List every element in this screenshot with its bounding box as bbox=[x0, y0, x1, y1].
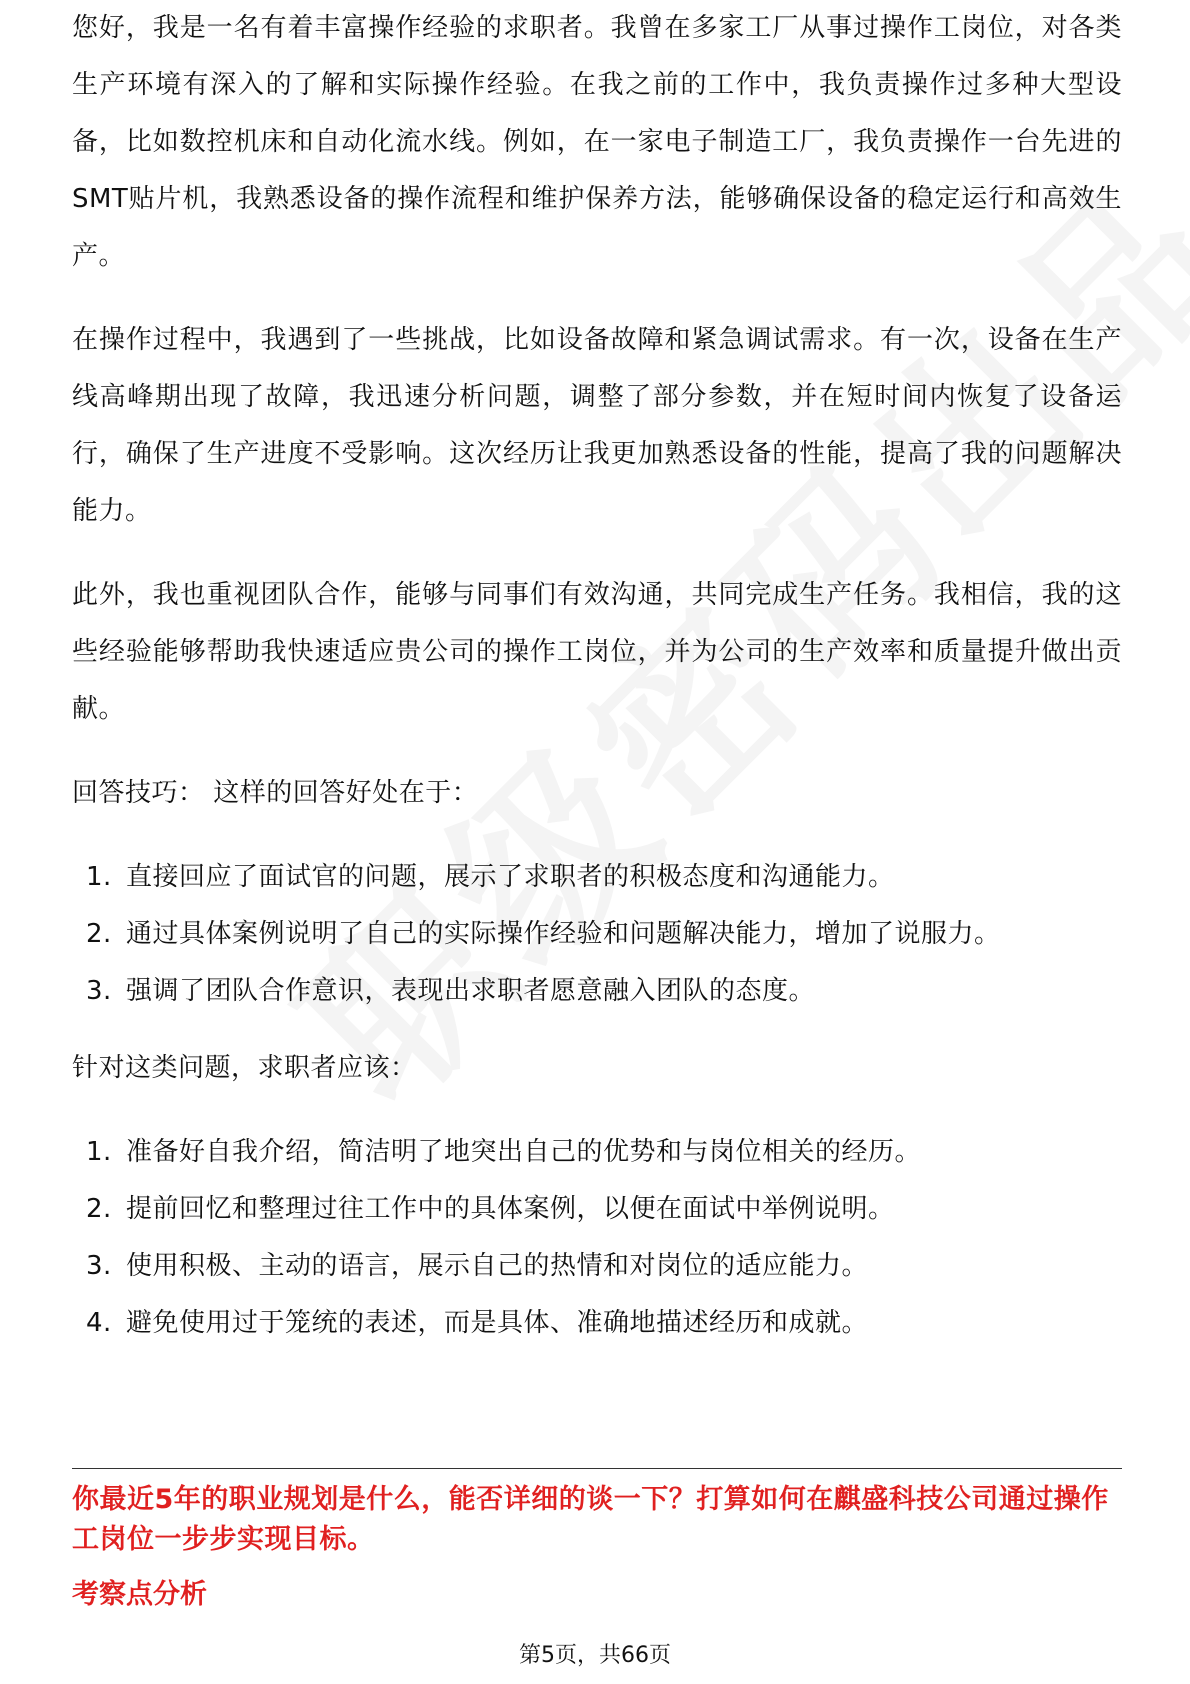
advice-list bbox=[72, 1124, 1122, 1352]
list-number: 2. bbox=[86, 1194, 112, 1224]
list-item bbox=[72, 849, 1122, 906]
list-item bbox=[72, 1238, 1122, 1295]
analysis-heading: 考察点分析 bbox=[72, 1579, 207, 1610]
page-body bbox=[72, 13, 1122, 1372]
list-text: 准备好自我介绍，简洁明了地突出自己的优势和与岗位相关的经历。 bbox=[126, 1137, 922, 1167]
list-item bbox=[72, 1181, 1122, 1238]
section-divider bbox=[72, 1468, 1122, 1469]
list-number: 3. bbox=[86, 976, 112, 1006]
list-item bbox=[72, 1124, 1122, 1181]
list-text: 直接回应了面试官的问题，展示了求职者的积极态度和沟通能力。 bbox=[126, 862, 895, 892]
list-text: 使用积极、主动的语言，展示自己的热情和对岗位的适应能力。 bbox=[126, 1251, 869, 1281]
list-text: 强调了团队合作意识，表现出求职者愿意融入团队的态度。 bbox=[126, 976, 816, 1006]
advice-intro: 针对这类问题，求职者应该： bbox=[72, 1053, 417, 1083]
list-item bbox=[72, 906, 1122, 963]
next-question-heading: 你最近5年的职业规划是什么，能否详细的谈一下？打算如何在麒盛科技公司通过操作工岗位一步步实现目标。 bbox=[72, 1484, 1109, 1555]
list-item bbox=[72, 1295, 1122, 1352]
answer-paragraph-2: 在操作过程中，我遇到了一些挑战，比如设备故障和紧急调试需求。有一次，设备在生产线高峰期出现了故障，我迅速分析问题，调整了部分参数，并在短时间内恢复了设备运行，确保了生产进度不受影响。这次经历让我更加熟悉设备的性能，提高了我的问题解决能力。 bbox=[72, 325, 1122, 526]
list-item bbox=[72, 963, 1122, 1020]
list-text: 避免使用过于笼统的表述，而是具体、准确地描述经历和成就。 bbox=[126, 1308, 869, 1338]
list-number: 3. bbox=[86, 1251, 112, 1281]
tips-list bbox=[72, 849, 1122, 1020]
list-number: 1. bbox=[86, 1137, 112, 1167]
list-number: 4. bbox=[86, 1308, 112, 1338]
page-number-footer: 第5页，共66页 bbox=[519, 1643, 671, 1668]
answer-paragraph-3: 此外，我也重视团队合作，能够与同事们有效沟通，共同完成生产任务。我相信，我的这些经验能够帮助我快速适应贵公司的操作工岗位，并为公司的生产效率和质量提升做出贡献。 bbox=[72, 580, 1122, 724]
tips-intro: 回答技巧： 这样的回答好处在于： bbox=[72, 778, 479, 808]
answer-paragraph-1: 您好，我是一名有着丰富操作经验的求职者。我曾在多家工厂从事过操作工岗位，对各类生产环境有深入的了解和实际操作经验。在我之前的工作中，我负责操作过多种大型设备，比如数控机床和自动化流水线。例如，在一家电子制造工厂，我负责操作一台先进的SMT贴片机，我熟悉设备的操作流程和维护保养方法，能够确保设备的稳定运行和高效生产。 bbox=[72, 13, 1122, 271]
list-text: 通过具体案例说明了自己的实际操作经验和问题解决能力，增加了说服力。 bbox=[126, 919, 1001, 949]
list-number: 1. bbox=[86, 862, 112, 892]
list-text: 提前回忆和整理过往工作中的具体案例，以便在面试中举例说明。 bbox=[126, 1194, 895, 1224]
list-number: 2. bbox=[86, 919, 112, 949]
